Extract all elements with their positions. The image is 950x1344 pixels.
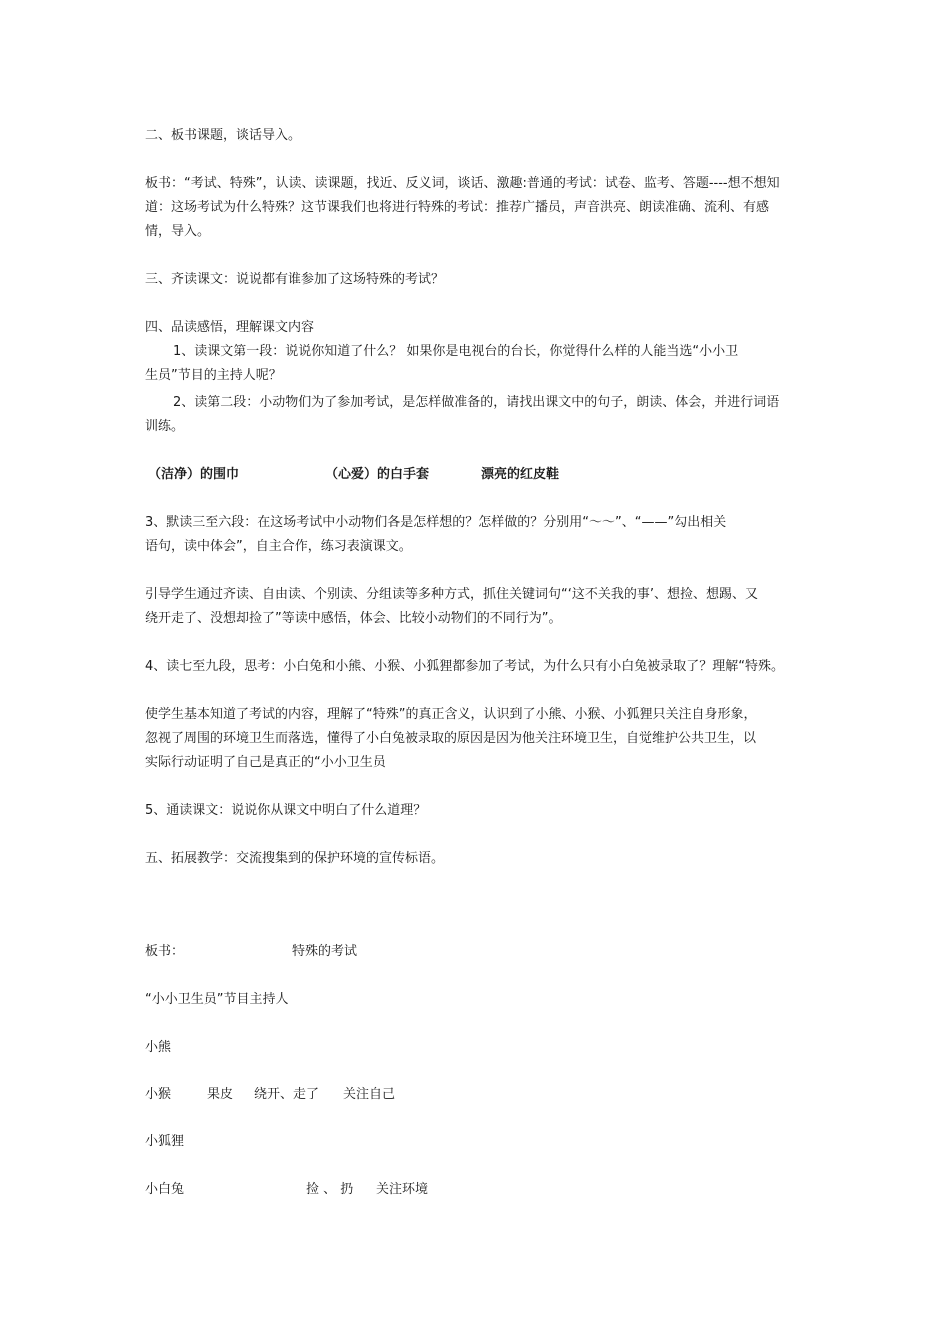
phrase-red-shoes: 漂亮的红皮鞋 (481, 467, 560, 482)
phrase-beloved-gloves: （心爱）的白手套 (325, 467, 430, 482)
board-rabbit: 小白兔 (145, 1182, 185, 1197)
section-3-heading: 三、齐读课文：说说都有谁参加了这场特殊的考试？ (145, 272, 445, 287)
board-label: 板书： (145, 944, 185, 959)
summary-line-1: 使学生基本知道了考试的内容，理解了“特殊”的真正含义，认识到了小熊、小猴、小狐狸只关注自身形象， (145, 707, 757, 722)
board-env: 关注环境 (376, 1182, 429, 1197)
board-pick: 捡 、 扔 (306, 1182, 354, 1197)
item-3-line-1: 3、默读三至六段：在这场考试中小动物们各是怎样想的？怎样做的？分别用“～～”、“——”勾出相关 (145, 515, 727, 530)
phrase-clean-scarf: （洁净）的围巾 (148, 467, 240, 482)
section-2-paragraph-line-2: 道：这场考试为什么特殊？这节课我们也将进行特殊的考试：推荐广播员，声音洪亮、朗读准确、流利、有感 (145, 200, 770, 215)
board-title: 特殊的考试 (292, 944, 358, 959)
section-5-heading: 五、拓展教学：交流搜集到的保护环境的宣传标语。 (145, 851, 445, 866)
board-host: “小小卫生员”节目主持人 (145, 992, 289, 1007)
board-walk-away: 绕开、走了 (254, 1087, 320, 1102)
item-1-line-1: 1、读课文第一段：说说你知道了什么？ 如果你是电视台的台长，你觉得什么样的人能当选“小小卫 (173, 344, 739, 359)
board-bear: 小熊 (145, 1040, 172, 1055)
board-self: 关注自己 (343, 1087, 396, 1102)
item-4: 4、读七至九段，思考：小白兔和小熊、小猴、小狐狸都参加了考试，为什么只有小白兔被录取了？理解“特殊。 (145, 659, 785, 674)
section-2-paragraph-line-1: 板书：“考试、特殊”，认读、读课题，找近、反义词，谈话、激趣:普通的考试：试卷、监考、答题----想不想知 (145, 176, 780, 191)
item-2-line-1: 2、读第二段：小动物们为了参加考试，是怎样做准备的，请找出课文中的句子，朗读、体会，并进行词语 (173, 395, 780, 410)
item-3-line-2: 语句，读中体会”，自主合作，练习表演课文。 (145, 539, 412, 554)
section-4-heading: 四、品读感悟，理解课文内容 (145, 320, 315, 335)
guide-line-1: 引导学生通过齐读、自由读、个别读、分组读等多种方式，抓住关键词句“‘这不关我的事’、想捡、想踢、又 (145, 587, 759, 602)
board-fox: 小狐狸 (145, 1134, 185, 1149)
summary-line-2: 忽视了周围的环境卫生而落选，懂得了小白兔被录取的原因是因为他关注环境卫生，自觉维护公共卫生，以 (145, 731, 757, 746)
section-2-paragraph-line-3: 情，导入。 (145, 224, 211, 239)
board-monkey: 小猴 (145, 1087, 172, 1102)
item-5: 5、通读课文：说说你从课文中明白了什么道理？ (145, 803, 427, 818)
board-peel: 果皮 (207, 1087, 234, 1102)
guide-line-2: 绕开走了、没想却捡了”等读中感悟，体会、比较小动物们的不同行为”。 (145, 611, 562, 626)
section-2-heading: 二、板书课题，谈话导入。 (145, 128, 302, 143)
summary-line-3: 实际行动证明了自己是真正的“小小卫生员 (145, 755, 386, 770)
item-2-line-2: 训练。 (145, 419, 185, 434)
item-1-line-2: 生员”节目的主持人呢？ (145, 368, 282, 383)
